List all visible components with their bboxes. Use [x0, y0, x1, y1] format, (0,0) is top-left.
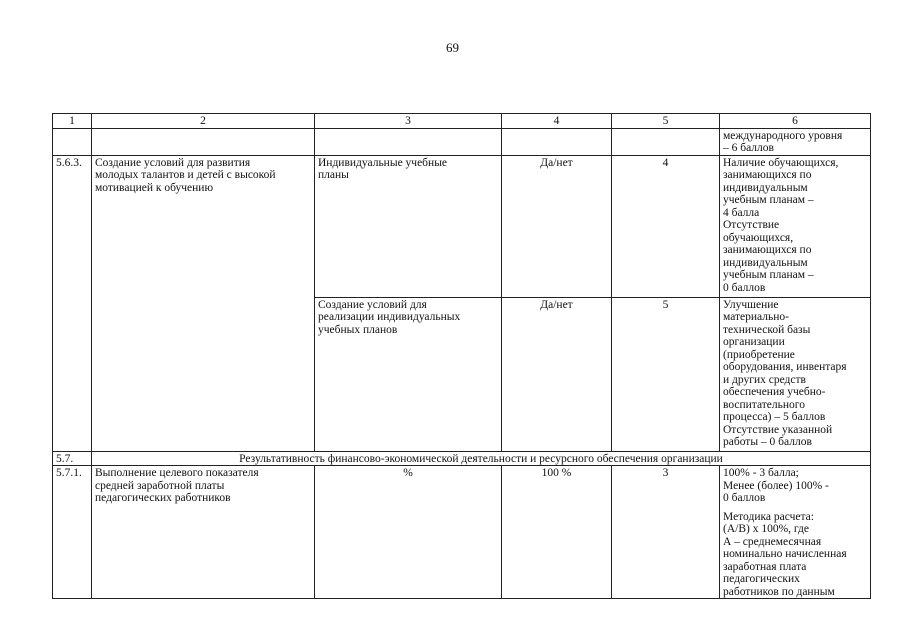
- page-number: 69: [446, 40, 459, 55]
- criteria-scoring: 100% - 3 балла; Менее (более) 100% - 0 баллов: [723, 467, 829, 504]
- table-header-row: [53, 114, 871, 129]
- column-header: 4: [502, 114, 612, 129]
- calculation-method: Методика расчета: (А/В) х 100%, где А – среднемесячная номинально начисленная заработная плата педагогических работников по данным: [723, 510, 847, 598]
- continuation-cell: международного уровня – 6 баллов: [720, 128, 871, 155]
- score-cell: 4: [612, 155, 720, 297]
- score-cell: 5: [612, 297, 720, 451]
- column-header: 5: [612, 114, 720, 129]
- indicator-cell: Индивидуальные учебные планы: [315, 155, 502, 297]
- criteria-table: [52, 113, 871, 599]
- criteria-cell: [720, 466, 871, 599]
- column-header: 3: [315, 114, 502, 129]
- column-header: 6: [720, 114, 871, 129]
- unit-cell: 100 %: [502, 466, 612, 599]
- section-row-5-7: [53, 451, 871, 466]
- criteria-cell: Наличие обучающихся, занимающихся по индивидуальным учебным планам – 4 балла Отсутствие обучающихся, занимающихся по индивидуальным учебным планам – 0 баллов: [720, 155, 871, 297]
- row-title: Создание условий для развития молодых талантов и детей с высокой мотивацией к обучению: [92, 155, 315, 451]
- section-title: Результативность финансово-экономической деятельности и ресурсного обеспечения организации: [92, 451, 871, 466]
- score-cell: 3: [612, 466, 720, 599]
- unit-cell: Да/нет: [502, 297, 612, 451]
- row-number: 5.6.3.: [53, 155, 92, 451]
- unit-cell: Да/нет: [502, 155, 612, 297]
- indicator-cell: Создание условий для реализации индивидуальных учебных планов: [315, 297, 502, 451]
- table-row-5-6-3-a: [53, 155, 871, 297]
- table-row-5-7-1: [53, 466, 871, 599]
- column-header: 1: [53, 114, 92, 129]
- indicator-cell: %: [315, 466, 502, 599]
- continuation-row: [53, 128, 871, 155]
- criteria-cell: Улучшение материально- технической базы организации (приобретение оборудования, инвентаря и других средств обеспечения учебно- воспитательного процесса) – 5 баллов Отсутствие указанной работы – 0 баллов: [720, 297, 871, 451]
- row-number: 5.7.: [53, 451, 92, 466]
- row-title: Выполнение целевого показателя средней заработной платы педагогических работников: [92, 466, 315, 599]
- row-number: 5.7.1.: [53, 466, 92, 599]
- column-header: 2: [92, 114, 315, 129]
